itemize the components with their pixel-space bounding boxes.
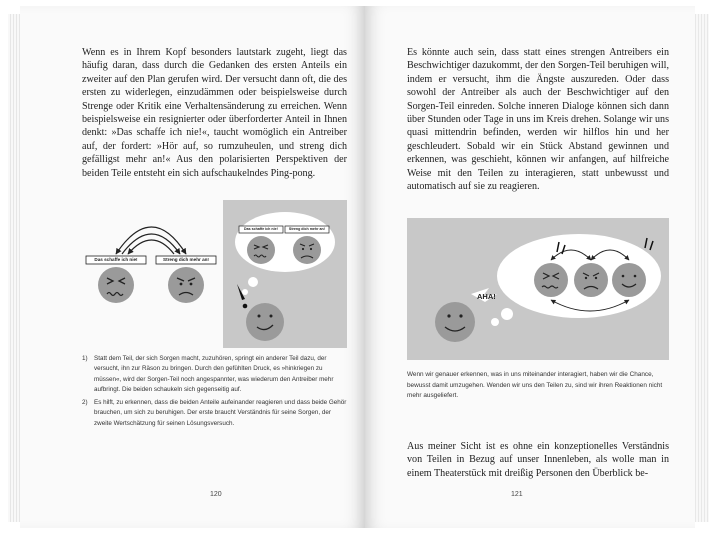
page-number-left: 120 bbox=[210, 491, 222, 498]
page-number-right: 121 bbox=[511, 491, 523, 498]
label-streng-dich: Streng dich mehr an! bbox=[163, 257, 209, 263]
driver-face bbox=[168, 267, 204, 303]
page-edges-right bbox=[695, 14, 709, 522]
label-das-schaffe-small: Das schaffe ich nie! bbox=[244, 227, 278, 232]
label-streng-dich-small: Streng dich mehr an! bbox=[288, 227, 325, 232]
figure-pingpong bbox=[82, 200, 218, 348]
note-1-number: 1) bbox=[82, 355, 88, 363]
left-figures bbox=[82, 200, 347, 348]
left-body-text: Wenn es in Ihrem Kopf besonders lautstark zugeht, liegt das häufig daran, dass durch die Gedanken des ersten Anteils ein zweiter auf den Plan gerufen wird. Der versucht dann oft, die des ersten zu widerlegen, einzudämmen oder beispielsweise durch Strenge oder Kritik eine Verhaltensänderung zu erreichen. Wenn beispielsweise ein resignierter oder überforderter Anteil in Ihnen denkt: »Das schaffe ich nie!«, taucht womöglich ein Antreiber auf, der fordert: »Hör auf, so rumzuheulen, und streng dich gefälligst mehr an!« Aus den polarisierten Perspektiven der beiden Teile entsteht ein sich aufschaukelndes Ping-pong. bbox=[82, 47, 347, 179]
note-2-text: Es hilft, zu erkennen, dass die beiden Anteile aufeinander reagieren und dass beide Gehör brauchen, um sich zu beruhigen. Der erste braucht Verständnis für seine Sorgen, der zweite Wertschätzung für seinen Lösungsversuch. bbox=[94, 398, 347, 427]
figure-aha-left bbox=[223, 200, 347, 348]
right-page bbox=[365, 6, 695, 528]
aha-face-left bbox=[246, 303, 284, 341]
note-1 bbox=[82, 354, 347, 396]
page-edges-left bbox=[8, 14, 20, 522]
label-das-schaffe: Das schaffe ich nie! bbox=[94, 257, 138, 263]
aha-label: AHA! bbox=[477, 292, 496, 302]
right-body-text: Es könnte auch sein, dass statt eines strengen Antreibers ein Beschwichtiger dazukommt, der den Sorgen-Teil beruhigen will, indem er versucht, ihm die Ängste auszureden. Oder dass sowohl der Antreiber als auch der Beschwichtiger auf den Sorgen-Teil einreden. Solche inneren Dialoge können sich dann über Stunden oder Tage in uns im Kreis drehen. Solange wir uns quasi mittendrin befinden, werden wir hilflos hin und her geschleudert. Sobald wir ein Stück Abstand gewinnen und erkennen, was geschieht, können wir anfangen, auf hilfreiche Weise mit den Teilen zu interagieren, statt unbewusst und automatisch auf sie zu reagieren. bbox=[407, 47, 669, 193]
left-caption-notes bbox=[82, 354, 347, 429]
figure-aha-right bbox=[407, 218, 669, 360]
aha-illustration bbox=[407, 218, 669, 360]
right-caption: Wenn wir genauer erkennen, was in uns miteinander interagiert, haben wir die Chance, bewusst damit umzugehen. Wenden wir uns den Teilen zu, sind wir ihren Reaktionen nicht mehr ausgeliefert. bbox=[407, 371, 663, 400]
aha-face-right bbox=[435, 302, 475, 342]
right-body-text-2: Aus meiner Sicht ist es ohne ein konzeptionelles Verständnis von Teilen in Bezug auf unser Innenleben, als wolle man in einem Theaterstück mit dreißig Personen den Überblick be- bbox=[407, 440, 669, 479]
worried-face bbox=[98, 267, 134, 303]
note-1-text: Statt dem Teil, der sich Sorgen macht, zuzuhören, springt ein anderer Teil dazu, der versucht, ihn zur Räson zu bringen. Durch den gefühlten Druck, es »hinkriegen zu müssen«, wird der Sorgen-Teil noch angespannter, was wiederum den Antreiber mehr aufbringt. Die beiden schaukeln sich gegenseitig auf. bbox=[94, 355, 334, 394]
note-2 bbox=[82, 398, 347, 429]
thought-illustration bbox=[223, 200, 349, 348]
pingpong-illustration bbox=[82, 200, 220, 348]
note-2-number: 2) bbox=[82, 398, 88, 406]
left-page bbox=[20, 6, 365, 528]
